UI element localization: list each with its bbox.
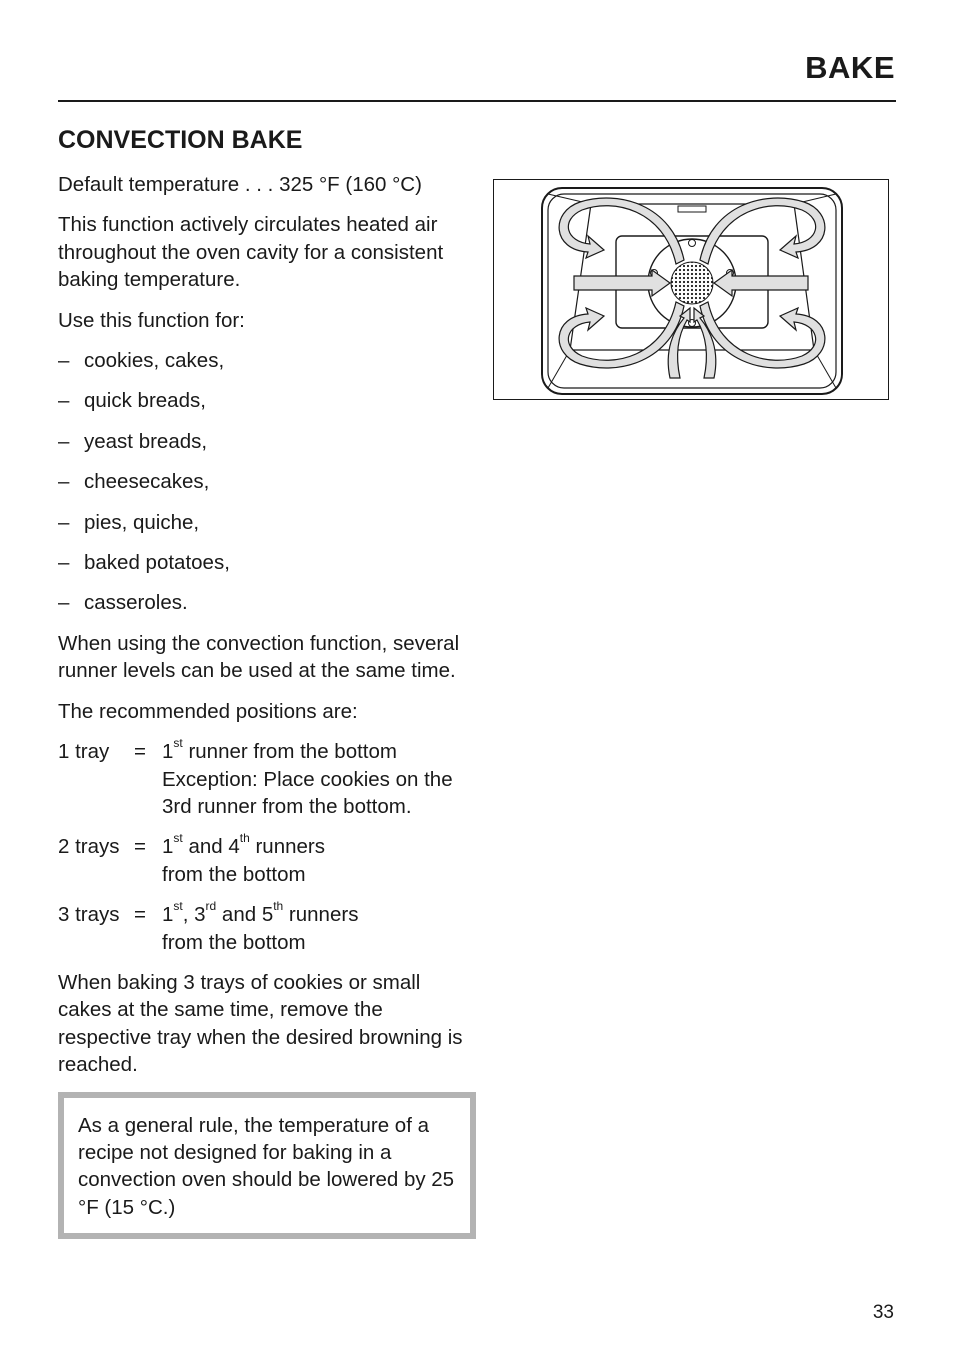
content-column xyxy=(58,124,470,1239)
note-box: As a general rule, the temperature of a recipe not designed for baking in a convection oven should be lowered by 25 °F (15 °C.) xyxy=(58,1092,476,1240)
list-item: – cheesecakes, xyxy=(58,468,470,495)
list-item: – yeast breads, xyxy=(58,428,470,455)
default-temperature-label: Default temperature xyxy=(58,173,240,196)
position-row-1-tray: 1 tray = 1st runner from the bottom Exception: Place cookies on the 3rd runner from the bottom. xyxy=(58,736,453,818)
use-for-paragraph: Use this function for: xyxy=(58,308,245,332)
page-header-title: BAKE xyxy=(805,50,895,85)
default-temperature-value: 325 °F (160 °C) xyxy=(279,173,422,196)
recommended-paragraph: The recommended positions are: xyxy=(58,699,358,723)
uses-list xyxy=(58,347,470,617)
three-trays-paragraph: When baking 3 trays of cookies or small cakes at the same time, remove the respective tray when the desired browning is reached. xyxy=(58,970,463,1077)
list-item: – pies, quiche, xyxy=(58,509,470,536)
positions-table xyxy=(58,738,470,956)
default-temperature-dots: . . . xyxy=(239,173,280,196)
multi-level-paragraph: When using the convection function, several runner levels can be used at the same time. xyxy=(58,631,460,683)
default-temperature xyxy=(58,171,470,198)
page-number: 33 xyxy=(872,1302,894,1323)
position-row-2-trays: 2 trays = 1st and 4th runners from the bottom xyxy=(58,831,325,886)
list-dash: – xyxy=(58,591,70,615)
list-dash: – xyxy=(58,429,70,453)
list-dash: – xyxy=(58,551,70,575)
list-dash: – xyxy=(58,389,70,413)
intro-paragraph: This function actively circulates heated air throughout the oven cavity for a consistent baking temperature. xyxy=(58,213,444,292)
list-item: – casseroles. xyxy=(58,589,470,616)
list-dash: – xyxy=(58,349,70,373)
list-dash: – xyxy=(58,510,70,534)
list-item: – baked potatoes, xyxy=(58,549,470,576)
header-divider xyxy=(58,100,896,102)
list-item: – quick breads, xyxy=(58,387,470,414)
position-row-3-trays: 3 trays = 1st, 3rd and 5th runners from the bottom xyxy=(58,899,359,954)
section-title: CONVECTION BAKE xyxy=(58,126,303,154)
list-dash: – xyxy=(58,470,70,494)
convection-oven-diagram xyxy=(493,179,889,400)
list-item: – cookies, cakes, xyxy=(58,347,470,374)
oven-airflow-illustration xyxy=(494,180,887,398)
